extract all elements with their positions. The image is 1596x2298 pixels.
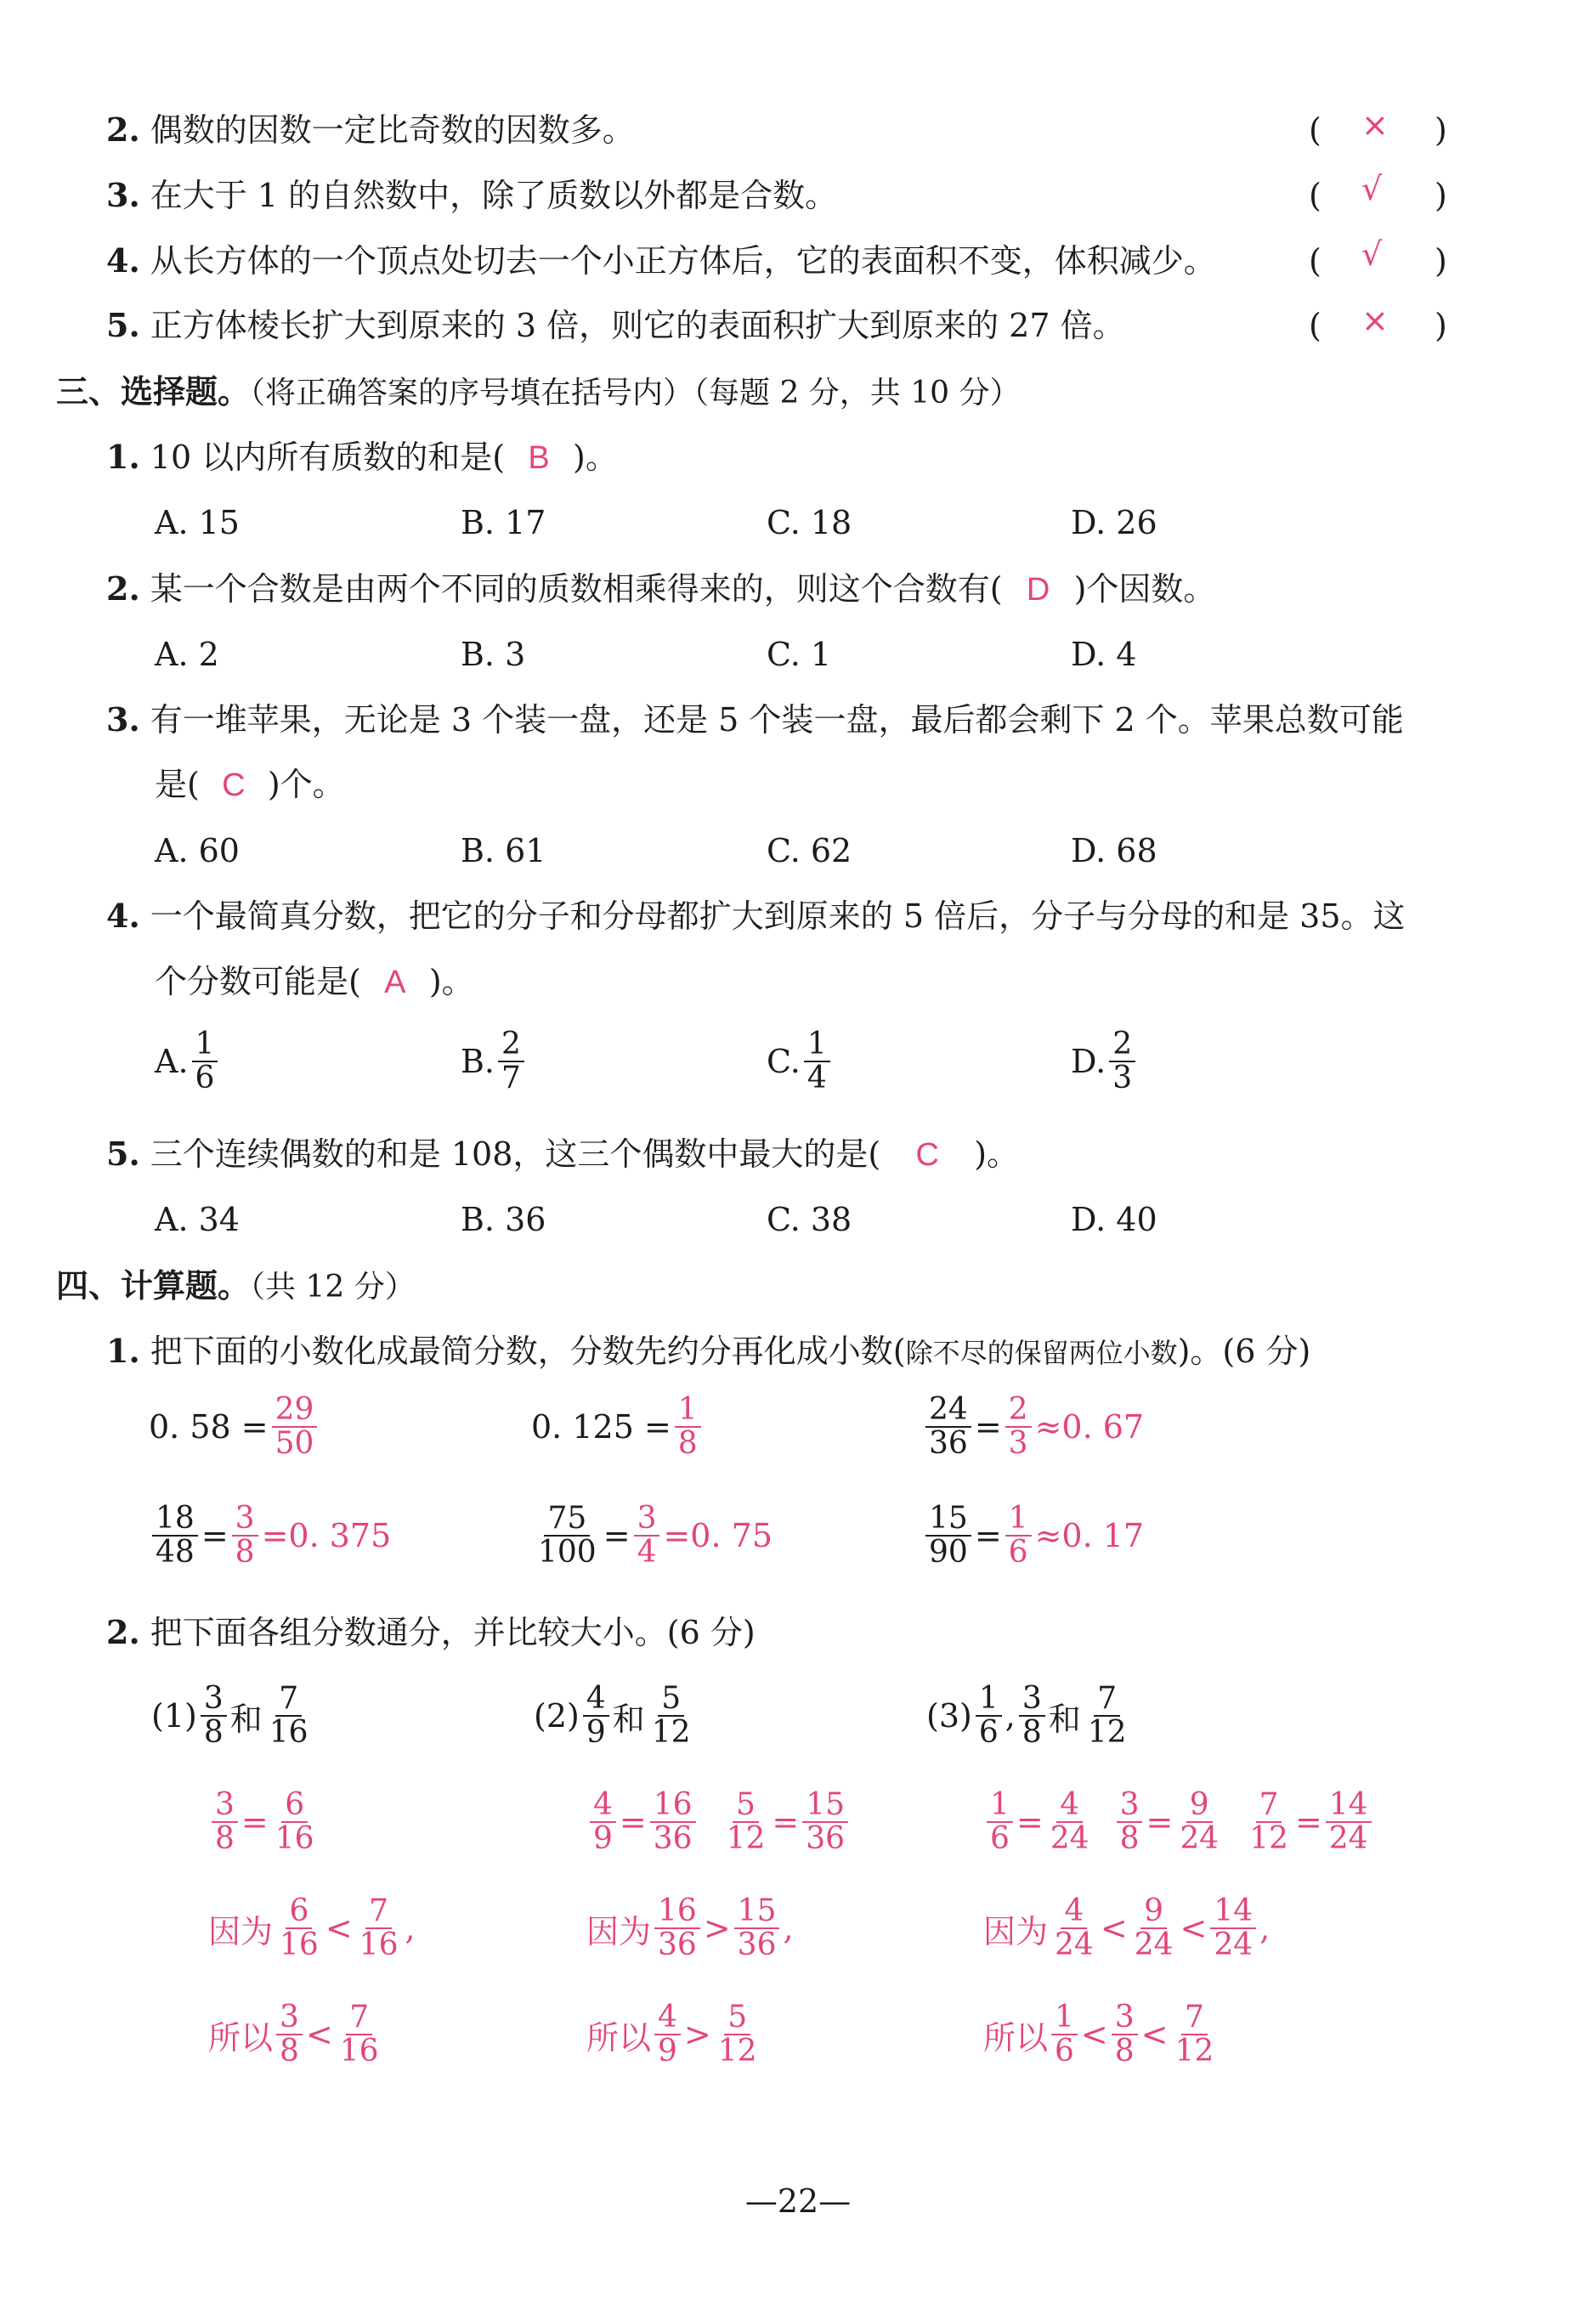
page-number: —22—: [744, 2182, 852, 2220]
section-4-heading: 四、计算题。（共 12 分）: [56, 1266, 416, 1305]
option-c: C. 1: [767, 636, 832, 673]
group-1-so: 所以 $\frac{3}{8}$ < $\frac{7}{16}$: [208, 2000, 379, 2069]
group-2-because: 因为 $\frac{16}{36}$ > $\frac{15}{36}$ ,: [586, 1893, 794, 1962]
group-3-so: 所以 $\frac{1}{6}$ < $\frac{3}{8}$ < $\frac{7}{12}$: [983, 2000, 1214, 2069]
cross-mark: ×: [1361, 302, 1389, 339]
choice-q4-line2: 个分数可能是( A )。: [155, 960, 474, 1004]
choice-q4: 4. 一个最简真分数，把它的分子和分母都扩大到原来的 5 倍后，分子与分母的和是 35。这: [106, 897, 1406, 935]
option-a: A. 34: [155, 1201, 240, 1238]
judge-item-5: 5. 正方体棱长扩大到原来的 3 倍，则它的表面积扩大到原来的 27 倍。: [106, 306, 1125, 344]
answer-paren: (: [1309, 307, 1322, 344]
option-b: B. 36: [461, 1201, 546, 1238]
answer-c: C: [222, 767, 246, 803]
item-text: 偶数的因数一定比奇数的因数多。: [150, 111, 635, 149]
group-1-because: 因为 $\frac{6}{16}$ < $\frac{7}{16}$ ,: [208, 1893, 416, 1962]
option-b: B. 3: [461, 636, 526, 673]
option-a: A. 2: [155, 636, 219, 673]
answer-paren-close: ): [1435, 111, 1447, 149]
answer-d: D: [1026, 572, 1050, 608]
check-mark: √: [1361, 235, 1383, 273]
answer-paren: (: [1309, 242, 1322, 280]
option-b: B. 17: [461, 504, 546, 541]
choice-q1: 1. 10 以内所有质数的和是( B )。: [106, 436, 618, 479]
cross-mark: ×: [1361, 106, 1389, 144]
calc-item-e: $\frac{75}{100}$ = $\frac{3}{4}$ =0. 75: [538, 1501, 773, 1570]
calc-item-b: 0. 125 = $\frac{1}{8}$: [531, 1394, 705, 1460]
answer-paren-close: ): [1435, 177, 1447, 214]
group-3-because: 因为 $\frac{4}{24}$ < $\frac{9}{24}$ < $\frac{14}{24}$ ,: [983, 1893, 1271, 1962]
judge-item-4: 4. 从长方体的一个顶点处切去一个小正方体后，它的表面积不变，体积减少。: [106, 241, 1216, 280]
group-3-header: (3) $\frac{1}{6}$ , $\frac{3}{8}$ 和 $\frac{7}{12}$: [926, 1681, 1127, 1750]
option-a: A. $\frac{1}{6}$: [155, 1028, 221, 1095]
calc-item-a: 0. 58 = $\frac{29}{50}$: [149, 1394, 320, 1460]
option-c: C. $\frac{1}{4}$: [767, 1028, 834, 1095]
item-number: 2.: [106, 110, 140, 149]
answer-paren: (: [1309, 177, 1322, 214]
option-a: A. 15: [155, 504, 240, 541]
answer-a: A: [384, 965, 406, 1000]
choice-q3-line2: 是( C )个。: [155, 763, 345, 807]
answer-b: B: [528, 440, 550, 476]
group-3-conversion: $\frac{1}{6}$ = $\frac{4}{24}$ $\frac{3}{8}$ = $\frac{9}{24}$ $\frac{7}{12}$ = $\frac{14}{24}$: [983, 1789, 1375, 1855]
answer-paren-close: ): [1435, 307, 1447, 344]
answer-paren: (: [1309, 111, 1322, 149]
option-a: A. 60: [155, 832, 240, 869]
option-b: B. $\frac{2}{7}$: [461, 1028, 528, 1095]
group-2-header: (2) $\frac{4}{9}$ 和 $\frac{5}{12}$: [534, 1681, 691, 1750]
option-d: D. 68: [1071, 832, 1157, 869]
option-d: D. $\frac{2}{3}$: [1071, 1028, 1139, 1095]
calc-q2: 2. 把下面各组分数通分，并比较大小。(6 分): [106, 1613, 756, 1651]
choice-q3: 3. 有一堆苹果，无论是 3 个装一盘，还是 5 个装一盘，最后都会剩下 2 个。苹果总数可能: [106, 700, 1404, 739]
calc-item-f: $\frac{15}{90}$ = $\frac{1}{6}$ ≈0. 17: [922, 1503, 1144, 1569]
group-2-conversion: $\frac{4}{9}$ = $\frac{16}{36}$ $\frac{5}{12}$ = $\frac{15}{36}$: [586, 1789, 852, 1855]
calc-item-c: $\frac{24}{36}$ = $\frac{2}{3}$ ≈0. 67: [922, 1394, 1144, 1460]
option-c: C. 62: [767, 832, 852, 869]
option-b: B. 61: [461, 832, 546, 869]
choice-q5: 5. 三个连续偶数的和是 108，这三个偶数中最大的是( C )。: [106, 1133, 1019, 1176]
option-c: C. 18: [767, 504, 852, 541]
group-1-conversion: $\frac{3}{8}$ = $\frac{6}{16}$: [208, 1789, 321, 1855]
option-d: D. 4: [1071, 636, 1137, 673]
check-mark: √: [1361, 170, 1383, 207]
group-2-so: 所以 $\frac{4}{9}$ > $\frac{5}{12}$: [586, 2000, 757, 2069]
answer-c: C: [915, 1137, 939, 1173]
option-d: D. 40: [1071, 1201, 1157, 1238]
choice-q2: 2. 某一个合数是由两个不同的质数相乘得来的，则这个合数有( D )个因数。: [106, 568, 1215, 611]
judge-item-3: 3. 在大于 1 的自然数中，除了质数以外都是合数。: [106, 176, 838, 214]
calc-item-d: $\frac{18}{48}$ = $\frac{3}{8}$ =0. 375: [149, 1503, 391, 1569]
option-d: D. 26: [1071, 504, 1157, 541]
calc-q1: 1. 把下面的小数化成最简分数，分数先约分再化成小数(除不尽的保留两位小数)。(6 分): [106, 1332, 1311, 1370]
option-c: C. 38: [767, 1201, 852, 1238]
group-1-header: (1) $\frac{3}{8}$ 和 $\frac{7}{16}$: [151, 1681, 308, 1750]
answer-paren-close: ): [1435, 242, 1447, 280]
section-3-heading: 三、选择题。（将正确答案的序号填在括号内）（每题 2 分，共 10 分）: [56, 372, 1021, 410]
judge-item-2: [106, 109, 635, 151]
